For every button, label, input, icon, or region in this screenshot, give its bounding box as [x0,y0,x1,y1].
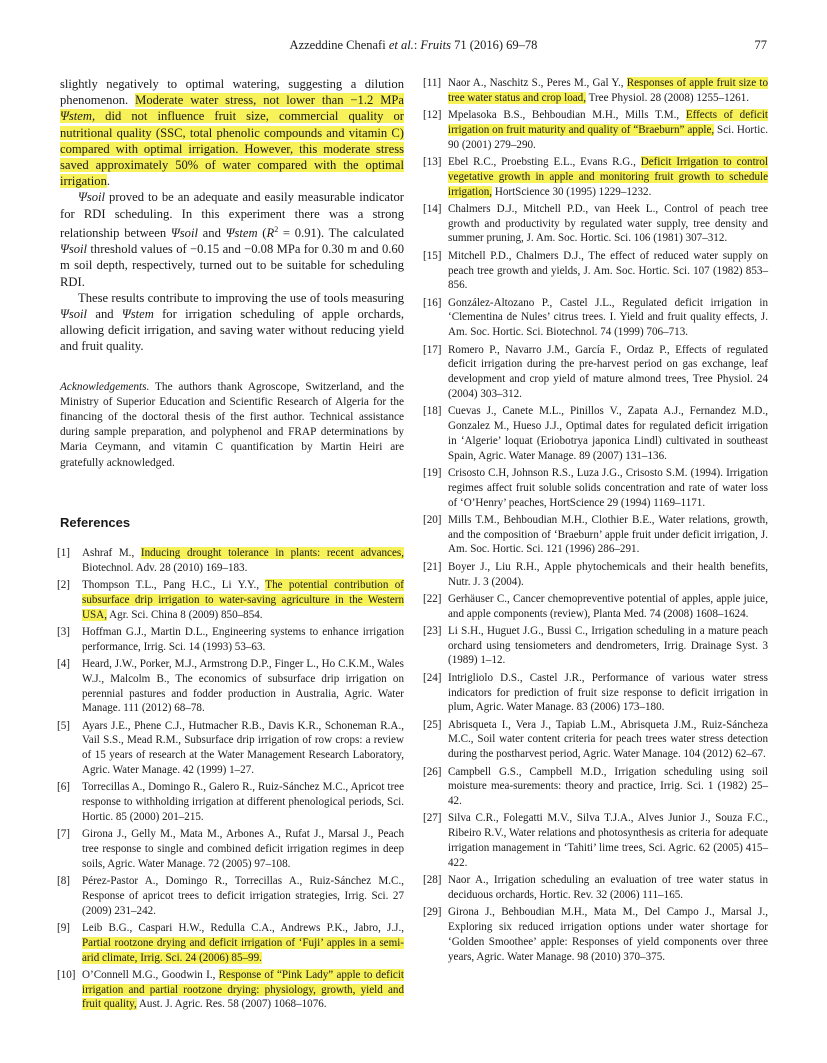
reference-number: [18] [423,405,442,418]
left-column [57,76,405,1015]
reference-item [423,765,768,809]
reference-text: Leib B.G., Caspari H.W., Redulla C.A., Andrews P.K., Jabro, J.J., [82,921,404,934]
reference-number: [15] [423,249,442,262]
reference-item [423,155,768,199]
reference-number: [10] [57,968,76,981]
reference-number: [13] [423,155,442,168]
reference-text: Chalmers D.J., Mitchell P.D., van Heek L., Control of peach tree growth and productivity by regulated water supply, tree density and summer pruning, J. Am. Soc. Hortic. Sci. 106 (1981) 307–312. [448,202,768,245]
reference-number: [7] [57,828,70,841]
reference-item [423,560,768,590]
right-column [423,76,769,967]
reference-item [57,921,404,965]
reference-number: [5] [57,719,70,732]
reference-number: [9] [57,921,70,934]
reference-text: Girona J., Gelly M., Mata M., Arbones A., Rufat J., Marsal J., Peach tree response to single and combined deficit irrigation regimes in deep soils, Agric. Water Manage. 72 (2005) 97–108. [82,828,404,870]
reference-item [423,624,768,668]
reference-item [423,873,768,903]
reference-text: Gerhäuser C., Cancer chemopreventive potential of apples, apple juice, and apple components (review), Planta Med. 74 (2008) 1608–1624. [448,592,768,620]
reference-text: Intrigliolo D.S., Castel J.R., Performance of various water stress indicators for prediction of fruit size response to deficit irrigation in plum, Agric. Water Manage. 83 (2006) 173–180. [448,671,768,714]
reference-number: [2] [57,578,70,591]
text-run: threshold values of −0.15 and −0.08 MPa for 0.30 m and 0.60 m soil depth, respectively, turned out to be suitable for scheduling RDI. [60,242,404,289]
reference-item [57,657,404,716]
running-head [60,38,767,53]
reference-item [57,968,404,1012]
symbol-psi-soil: Ψsoil [60,307,88,322]
symbol-psi-stem: Ψstem [225,226,258,241]
reference-text: Abrisqueta I., Vera J., Tapiab L.M., Abrisqueta J.M., Ruiz-Sáncheza M.C., Soil water content criteria for peach trees water stress detection during the postharvest period, Agric. Water Manage. 104 (2012) 62–67. [448,718,768,761]
symbol-psi-soil: Ψsoil [78,190,106,205]
reference-highlight: Deficit Irrigation to control vegetative growth in apple and monitoring fruit growth to schedule irrigation, [448,155,768,198]
reference-source: Aust. J. Agric. Res. 58 (2007) 1068–1076. [136,998,327,1011]
reference-item [423,513,768,557]
reference-item [423,249,768,293]
reference-number: [27] [423,812,442,825]
text-run: slightly negatively to optimal watering, suggesting a dilution phenomenon. [60,77,404,108]
reference-text: Boyer J., Liu R.H., Apple phytochemicals and their health benefits, Nutr. J. 3 (2004). [448,560,768,588]
reference-source: Agr. Sci. China 8 (2009) 850–854. [106,608,263,621]
reference-item [423,718,768,762]
references-heading: References [60,514,131,530]
symbol-psi-soil: Ψsoil [60,242,88,257]
running-head-sep: : [413,38,421,52]
reference-item [57,546,404,576]
reference-source: Sci. Hortic. 90 (2001) 279–290. [448,123,768,151]
highlight-span [60,93,404,188]
reference-item [423,404,768,463]
reference-text: González-Altozano P., Castel J.L., Regulated deficit irrigation in ‘Clementina de Nules’ citrus trees. I. Yield and fruit quality effects, J. Am. Soc. Hortic. Sci. Biotechnol. 74 (1999) 706–713. [448,296,768,339]
reference-number: [11] [423,77,442,89]
reference-highlight: The potential contribution of subsurface drip irrigation to water-saving agriculture in the Western USA, [82,578,405,621]
reference-number: [24] [423,671,442,684]
reference-text: Mitchell P.D., Chalmers D.J., The effect of reduced water supply on peach tree growth and yields, J. Am. Soc. Hortic. Sci. 107 (1982) 853–856. [448,249,768,292]
acknowledgements-label: Acknowledgements. [60,380,150,393]
reference-text: Pérez-Pastor A., Domingo R., Torrecillas A., Ruiz-Sánchez M.C., Response of apricot trees to deficit irrigation strategies, Irrig. Sci. 27 (2009) 231–242. [82,875,404,917]
reference-highlight: Response of “Pink Lady” apple to deficit irrigation and partial rootzone drying: physiology, growth, yield and fruit quality, [82,968,404,1011]
reference-text: Cuevas J., Canete M.L., Pinillos V., Zapata A.J., Fernandez M.D., Gonzalez M., Hueso J.J., Optimal dates for regulated deficit irrigation in ‘Algerie’ loquat (Eriobotrya japonica Lindl) cultivated in southeast Spain, Agric. Water Manage. 89 (2007) 131–136. [448,405,768,462]
text-run: and [197,226,226,241]
reference-text: Ashraf M., [82,546,141,559]
reference-highlight: Partial rootzone drying and deficit irrigation of ‘Fuji’ apples in a semi-arid climate, Irrig. Sci. 24 (2006) 85–99. [82,936,404,964]
acknowledgements-text: The authors thank Agroscope, Switzerland, and the Ministry of Superior Education and Scientific Research of Algeria for the financing of the doctoral thesis of the first author. Technical assistance during sample preparation, and polyphenol and FRAP determinations by Maria Ceymann, and vitamin C quantification by Martin Heiri are gratefully acknowledged. [60,380,404,469]
text-run: proved to be an adequate and easily measurable indicator for RDI scheduling. In this experiment there was a strong relationship between [60,190,404,241]
body-paragraph-1 [60,76,404,189]
reference-text: Naor A., Naschitz S., Peres M., Gal Y., [448,77,627,89]
reference-highlight: Effects of deficit irrigation on fruit maturity and quality of “Braeburn” apple, [448,109,768,136]
reference-item [57,827,404,871]
reference-item [423,108,768,152]
reference-number: [16] [423,296,442,309]
reference-text: Hoffman G.J., Martin D.L., Engineering systems to enhance irrigation performance, Irrig. Sci. 14 (1993) 53–63. [82,625,404,653]
reference-text: Li S.H., Huguet J.G., Bussi C., Irrigation scheduling in a mature peach orchard using tensiometers and dendrometers, Irrig. Drainage Syst. 3 (1989) 1–12. [448,624,768,667]
reference-item [423,466,768,510]
text-run: = 0.91). The calculated [278,226,405,241]
reference-number: [20] [423,513,442,526]
reference-highlight: Responses of apple fruit size to tree water status and crop load, [448,77,769,104]
reference-item [57,625,404,655]
reference-number: [12] [423,109,442,122]
reference-number: [25] [423,718,442,731]
reference-item [423,671,768,715]
acknowledgements [60,380,404,471]
reference-highlight: Inducing drought tolerance in plants: recent advances, [140,546,404,559]
running-head-volume: 71 (2016) 69–78 [450,38,538,52]
symbol-psi-soil: Ψsoil [170,226,198,241]
reference-list-left [57,546,405,1012]
reference-text: Campbell G.S., Campbell M.D., Irrigation scheduling using soil moisture mea-surements: theory and practice, Irrig. Sci. 1 (1982) 25–42. [448,765,768,808]
reference-number: [23] [423,624,442,637]
reference-item [57,719,404,778]
reference-item [423,202,768,246]
reference-number: [14] [423,202,442,215]
reference-number: [1] [57,546,70,559]
reference-item [423,592,768,622]
reference-text: Crisosto C.H, Johnson R.S., Luza J.G., Crisosto S.M. (1994). Irrigation regimes affect fruit soluble solids concentration and rate of water loss of ‘O’Henry’ peaches, HortScience 29 (1994) 1169–1171. [448,466,768,509]
reference-text: O’Connell M.G., Goodwin I., [82,968,219,981]
reference-number: [8] [57,875,70,888]
text-run: Moderate water stress, not lower than −1.2 MPa [135,93,404,108]
reference-source: Biotechnol. Adv. 28 (2010) 169–183. [82,561,248,574]
running-head-authors: Azzeddine Chenafi [289,38,389,52]
reference-source: HortScience 30 (1995) 1229–1232. [492,185,652,198]
running-head-journal: Fruits [420,38,451,52]
reference-text: Girona J., Behboudian M.H., Mata M., Del Campo J., Marsal J., Exploring six reduced irrigation options under water shortage for ‘Golden Smoothee’ apple: Responses of yield components over three years, Agric. Water Manage. 98 (2010) 370–375. [448,906,768,963]
reference-number: [28] [423,874,442,887]
body-paragraph-2 [60,189,404,289]
reference-item [57,874,404,918]
reference-number: [26] [423,765,442,778]
reference-number: [19] [423,466,442,479]
reference-list-right [423,76,769,964]
reference-item [57,578,405,622]
reference-text: Thompson T.L., Pang H.C., Li Y.Y., [82,578,266,591]
symbol-psi-stem: Ψstem [121,307,154,322]
reference-number: [29] [423,906,442,919]
text-run: for irrigation scheduling of apple orchards, allowing deficit irrigation, and saving water without reducing yield and fruit quality. [60,307,404,354]
text-run: . [106,174,111,189]
symbol-psi-stem: Ψstem, [60,109,96,124]
reference-item [423,905,768,964]
reference-number: [22] [423,592,442,605]
superscript: 2 [274,224,279,234]
reference-text: Romero P., Navarro J.M., García F., Ordaz P., Effects of regulated deficit irrigation during the pre-harvest period on gas exchange, leaf development and crop yield of mature almond trees, Tree Physiol. 24 (2004) 303–312. [448,343,768,400]
body-paragraph-3 [60,290,404,355]
text-run: ( [257,226,267,241]
reference-number: [4] [57,657,70,670]
reference-item [423,76,769,106]
reference-text: Mills T.M., Behboudian M.H., Clothier B.E., Water relations, growth, and the composition of ‘Braeburn’ apple fruit under deficit irrigation, J. Am. Soc. Hortic. Sci. 121 (1996) 286–291. [448,513,768,556]
reference-item [423,343,768,402]
reference-text: Silva C.R., Folegatti M.V., Silva T.J.A., Alves Junior J., Souza F.C., Ribeiro R.V., Water relations and photosynthesis as criteria for adequate irrigation management in ‘Tahiti’ lime trees, Sci. Agric. 62 (2005) 415–422. [448,812,768,869]
reference-text: Torrecillas A., Domingo R., Galero R., Ruiz-Sánchez M.C., Apricot tree response to withholding irrigation at different phenological periods, Sci. Hortic. 85 (2000) 201–215. [82,781,404,823]
reference-text: Ayars J.E., Phene C.J., Hutmacher R.B., Davis K.R., Schoneman R.A., Vail S.S., Mead R.M., Subsurface drip irrigation of row crops: a review of 15 years of research at the Water Management Research Laboratory, Agric. Water Manage. 42 (1999) 1–27. [82,719,404,777]
running-head-etal: et al. [388,38,414,52]
reference-number: [3] [57,625,70,638]
reference-source: Tree Physiol. 28 (2008) 1255–1261. [586,91,750,104]
reference-text: Heard, J.W., Porker, M.J., Armstrong D.P., Finger L., Ho C.K.M., Wales W.J., Malcolm B., The economics of subsurface drip irrigation on perennial pastures and fodder production in Australia, Agric. Water Manage. 111 (2012) 68–78. [82,657,404,715]
reference-text: Naor A., Irrigation scheduling an evaluation of tree water status in deciduous orchards, Hortic. Rev. 32 (2006) 111–165. [448,874,768,901]
reference-text: Mpelasoka B.S., Behboudian M.H., Mills T.M., [448,109,686,122]
symbol-r: R [266,226,275,241]
reference-number: [6] [57,781,70,794]
text-run: and [87,307,122,322]
reference-number: [17] [423,343,442,356]
reference-item [57,780,404,824]
reference-item [423,296,768,340]
reference-item [423,811,768,870]
reference-text: Ebel R.C., Proebsting E.L., Evans R.G., [448,155,641,168]
page-number: 77 [754,38,767,52]
text-run: These results contribute to improving the use of tools measuring [78,290,404,305]
text-run: did not influence fruit size, commercial quality or nutritional quality (SSC, total phenolic compounds and vitamin C) compared with optimal irrigation. However, this moderate stress saved approximately 50% of water compared with the optimal irrigation [60,109,404,189]
reference-number: [21] [423,560,442,573]
